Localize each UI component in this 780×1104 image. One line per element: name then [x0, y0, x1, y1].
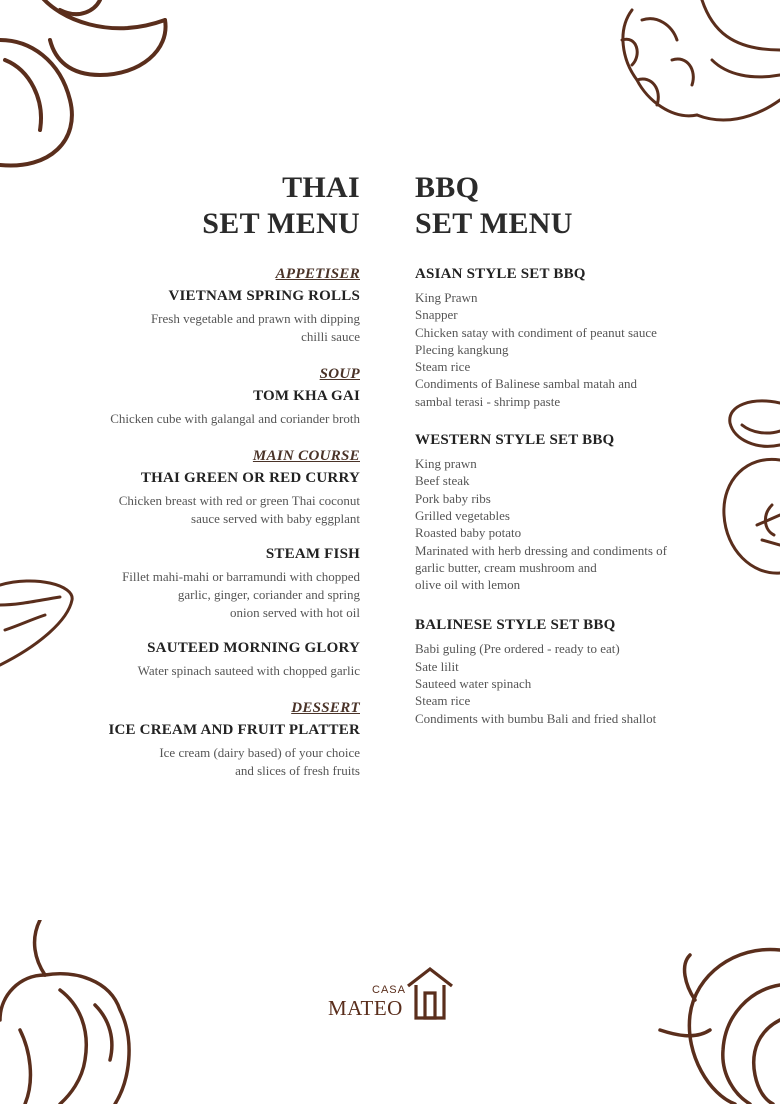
list-item: Condiments with bumbu Bali and fried shallot	[415, 710, 657, 726]
house-icon	[406, 966, 454, 1021]
bell-pepper-icon	[0, 920, 140, 1104]
list-item: King Prawn	[415, 290, 478, 305]
list-item: Grilled vegetables	[415, 507, 510, 523]
list-item: sambal terasi - shrimp paste	[415, 393, 561, 409]
list-item: Beef steak	[415, 473, 470, 489]
main2-dish: STEAM FISH	[265, 546, 360, 562]
main1-desc	[60, 492, 360, 528]
broccoli-icon	[612, 0, 780, 160]
list-item: Chicken satay with condiment of peanut sauce	[415, 324, 657, 340]
list-item: Sauteed water spinach	[415, 676, 532, 692]
desc-line: garlic, ginger, coriander and spring	[177, 587, 360, 602]
list-item: Pork baby ribs	[415, 490, 491, 506]
list-item: Steam rice	[415, 693, 471, 709]
dessert-desc	[60, 744, 360, 780]
list-item: garlic butter, cream mushroom and	[415, 559, 597, 575]
main2-desc	[60, 568, 360, 622]
desc-line: Ice cream (dairy based) of your choice	[159, 745, 360, 760]
desc-line: Fillet mahi-mahi or barramundi with chopped	[122, 569, 360, 584]
balinese-style-items	[415, 640, 735, 726]
thai-title-line1: THAI	[282, 171, 360, 204]
logo-mateo-text: MATEO	[328, 996, 403, 1020]
main3-dish: SAUTEED MORNING GLORY	[147, 640, 360, 656]
western-style-title: WESTERN STYLE SET BBQ	[415, 432, 615, 449]
pumpkin-icon	[655, 945, 780, 1104]
desc-line: sauce served with baby eggplant	[191, 511, 360, 526]
logo-casa-text: CASA	[372, 984, 406, 996]
main-course-label: MAIN COURSE	[252, 448, 360, 464]
casa-mateo-logo	[328, 966, 458, 1026]
bbq-title-line2: SET MENU	[415, 207, 573, 240]
list-item: olive oil with lemon	[415, 577, 521, 593]
asian-style-items	[415, 289, 735, 410]
desc-line: onion served with hot oil	[230, 605, 360, 620]
desc-line: chilli sauce	[301, 329, 360, 344]
dessert-dish: ICE CREAM AND FRUIT PLATTER	[108, 722, 360, 738]
dessert-label: DESSERT	[291, 700, 360, 716]
bbq-set-menu	[415, 170, 735, 727]
soup-label: SOUP	[319, 366, 360, 382]
soup-desc	[60, 410, 360, 428]
desc-line: Fresh vegetable and prawn with dipping	[150, 311, 360, 326]
list-item: Sate lilit	[415, 658, 459, 674]
list-item: Steam rice	[415, 359, 471, 375]
main3-desc	[60, 662, 360, 680]
main1-dish: THAI GREEN OR RED CURRY	[140, 470, 360, 486]
desc-line: and slices of fresh fruits	[235, 763, 360, 778]
list-item: Plecing kangkung	[415, 341, 509, 357]
list-item: Marinated with herb dressing and condiments of	[415, 542, 667, 558]
list-item: Condiments of Balinese sambal matah and	[415, 376, 638, 392]
bbq-title-line1: BBQ	[415, 171, 480, 204]
list-item: King prawn	[415, 456, 477, 472]
asian-style-title: ASIAN STYLE SET BBQ	[415, 266, 586, 282]
thai-set-menu	[60, 170, 360, 780]
desc-line: Chicken cube with galangal and coriander broth	[110, 411, 360, 426]
list-item: Babi guling (Pre ordered - ready to eat)	[415, 641, 620, 657]
balinese-style-title: BALINESE STYLE SET BBQ	[415, 617, 616, 634]
list-item: Snapper	[415, 307, 458, 323]
appetiser-desc	[60, 310, 360, 346]
mushroom-icon	[0, 0, 175, 175]
list-item: Roasted baby potato	[415, 525, 522, 541]
desc-line: Chicken breast with red or green Thai coconut	[118, 493, 360, 508]
soup-dish: TOM KHA GAI	[253, 388, 360, 404]
appetiser-dish: VIETNAM SPRING ROLLS	[168, 288, 360, 304]
appetiser-label: APPETISER	[275, 266, 360, 282]
thai-title-line2: SET MENU	[202, 207, 360, 240]
desc-line: Water spinach sauteed with chopped garlic	[137, 663, 360, 678]
western-style-items	[415, 455, 735, 593]
